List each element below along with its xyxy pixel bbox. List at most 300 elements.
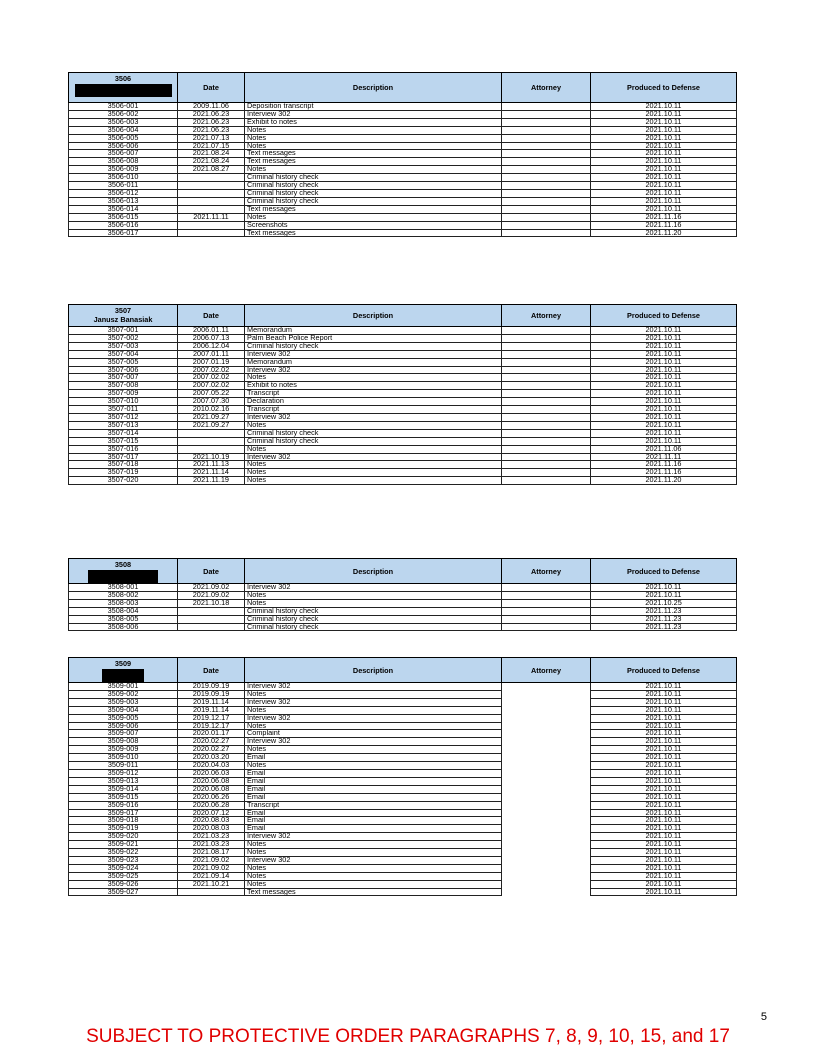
exhibit-attorney <box>502 382 591 390</box>
exhibit-produced-date: 2021.10.11 <box>591 825 737 833</box>
exhibit-produced-date: 2021.10.11 <box>591 849 737 857</box>
exhibit-number: 3509-025 <box>69 872 178 880</box>
exhibit-description: Criminal history check <box>245 189 502 197</box>
exhibit-date: 2021.11.13 <box>178 461 245 469</box>
exhibit-attorney <box>502 413 591 421</box>
exhibit-description: Interview 302 <box>245 738 502 746</box>
date-column-header: Date <box>178 658 245 683</box>
exhibit-description: Complaint <box>245 730 502 738</box>
exhibit-produced-date: 2021.10.11 <box>591 205 737 213</box>
exhibit-number: 3507-003 <box>69 342 178 350</box>
exhibit-number: 3507-004 <box>69 350 178 358</box>
table-row <box>69 690 737 698</box>
exhibit-date <box>178 445 245 453</box>
exhibit-date: 2021.03.23 <box>178 841 245 849</box>
exhibit-number: 3509-026 <box>69 880 178 888</box>
exhibit-date: 2020.06.08 <box>178 777 245 785</box>
exhibit-description: Notes <box>245 722 502 730</box>
produced-column-header: Produced to Defense <box>591 658 737 683</box>
protective-order-footer: SUBJECT TO PROTECTIVE ORDER PARAGRAPHS 7, 8, 9, 10, 15, and 17 <box>86 1026 730 1047</box>
exhibit-attorney <box>502 334 591 342</box>
redaction-bar <box>102 669 144 682</box>
exhibit-date <box>178 182 245 190</box>
exhibit-produced-date: 2021.10.11 <box>591 118 737 126</box>
exhibit-produced-date: 2021.10.11 <box>591 350 737 358</box>
exhibit-description: Declaration <box>245 398 502 406</box>
table-row <box>69 769 737 777</box>
exhibit-date: 2006.12.04 <box>178 342 245 350</box>
exhibit-produced-date: 2021.10.11 <box>591 182 737 190</box>
exhibit-produced-date: 2021.10.11 <box>591 390 737 398</box>
exhibit-description: Notes <box>245 461 502 469</box>
exhibit-attorney <box>502 769 591 777</box>
exhibit-description: Interview 302 <box>245 856 502 864</box>
exhibit-attorney <box>502 817 591 825</box>
exhibit-description: Interview 302 <box>245 698 502 706</box>
date-column-header: Date <box>178 559 245 584</box>
section-id: 3509 <box>114 659 132 668</box>
table-row <box>69 327 737 335</box>
attorney-column-header: Attorney <box>502 305 591 327</box>
exhibit-date: 2020.07.12 <box>178 809 245 817</box>
exhibit-date: 2021.07.13 <box>178 134 245 142</box>
table-row <box>69 849 737 857</box>
exhibit-date: 2019.11.14 <box>178 706 245 714</box>
exhibit-number: 3507-002 <box>69 334 178 342</box>
exhibit-date <box>178 888 245 896</box>
exhibit-number: 3507-014 <box>69 429 178 437</box>
exhibit-number: 3509-003 <box>69 698 178 706</box>
exhibit-date: 2021.11.19 <box>178 477 245 485</box>
exhibit-number: 3507-013 <box>69 421 178 429</box>
table-row <box>69 150 737 158</box>
table-row <box>69 382 737 390</box>
exhibit-table-3508 <box>68 558 737 631</box>
exhibit-date: 2021.08.24 <box>178 158 245 166</box>
exhibit-attorney <box>502 374 591 382</box>
exhibit-number: 3507-011 <box>69 406 178 414</box>
section-id: 3507 <box>114 306 132 315</box>
exhibit-description: Interview 302 <box>245 453 502 461</box>
table-row <box>69 825 737 833</box>
table-row <box>69 888 737 896</box>
exhibit-produced-date: 2021.10.11 <box>591 334 737 342</box>
exhibit-number: 3506-005 <box>69 134 178 142</box>
exhibit-date <box>178 229 245 237</box>
exhibit-date: 2021.09.14 <box>178 872 245 880</box>
exhibit-produced-date: 2021.11.20 <box>591 477 737 485</box>
exhibit-description: Email <box>245 754 502 762</box>
table-row <box>69 754 737 762</box>
exhibit-produced-date: 2021.10.11 <box>591 374 737 382</box>
exhibit-number: 3509-023 <box>69 856 178 864</box>
exhibit-produced-date: 2021.10.11 <box>591 142 737 150</box>
exhibit-attorney <box>502 327 591 335</box>
exhibit-description: Notes <box>245 591 502 599</box>
exhibit-produced-date: 2021.10.11 <box>591 769 737 777</box>
exhibit-attorney <box>502 205 591 213</box>
exhibit-date <box>178 221 245 229</box>
exhibit-produced-date: 2021.10.11 <box>591 738 737 746</box>
exhibit-attorney <box>502 229 591 237</box>
section-name: Janusz Banasiak <box>93 315 153 324</box>
exhibit-attorney <box>502 623 591 631</box>
table-row <box>69 413 737 421</box>
exhibit-attorney <box>502 706 591 714</box>
table-row <box>69 182 737 190</box>
exhibit-date: 2021.08.27 <box>178 166 245 174</box>
exhibit-date: 2020.08.03 <box>178 817 245 825</box>
exhibit-attorney <box>502 461 591 469</box>
exhibit-produced-date: 2021.10.11 <box>591 746 737 754</box>
exhibit-description: Notes <box>245 142 502 150</box>
exhibit-date: 2021.06.23 <box>178 126 245 134</box>
exhibit-date: 2019.09.19 <box>178 690 245 698</box>
exhibit-produced-date: 2021.10.11 <box>591 714 737 722</box>
exhibit-produced-date: 2021.10.11 <box>591 690 737 698</box>
exhibit-number: 3509-009 <box>69 746 178 754</box>
exhibit-description: Email <box>245 809 502 817</box>
exhibit-number: 3509-008 <box>69 738 178 746</box>
exhibit-attorney <box>502 406 591 414</box>
exhibit-attorney <box>502 591 591 599</box>
exhibit-number: 3506-001 <box>69 103 178 111</box>
exhibit-table-3509 <box>68 657 737 896</box>
section-id: 3508 <box>114 560 132 569</box>
exhibit-date: 2009.11.06 <box>178 103 245 111</box>
exhibit-attorney <box>502 118 591 126</box>
exhibit-attorney <box>502 429 591 437</box>
table-row <box>69 445 737 453</box>
table-row <box>69 461 737 469</box>
exhibit-number: 3506-014 <box>69 205 178 213</box>
exhibit-attorney <box>502 872 591 880</box>
table-row <box>69 872 737 880</box>
table-row <box>69 134 737 142</box>
exhibit-number: 3509-021 <box>69 841 178 849</box>
exhibit-attorney <box>502 342 591 350</box>
exhibit-date: 2021.08.17 <box>178 849 245 857</box>
exhibit-description: Transcript <box>245 801 502 809</box>
exhibit-date: 2021.10.19 <box>178 453 245 461</box>
exhibit-produced-date: 2021.10.11 <box>591 880 737 888</box>
table-row <box>69 785 737 793</box>
exhibit-number: 3509-016 <box>69 801 178 809</box>
exhibit-attorney <box>502 793 591 801</box>
table-row <box>69 406 737 414</box>
exhibit-description: Email <box>245 817 502 825</box>
exhibit-description: Notes <box>245 706 502 714</box>
exhibit-date: 2019.09.19 <box>178 683 245 691</box>
exhibit-description: Memorandum <box>245 327 502 335</box>
exhibit-date: 2021.03.23 <box>178 833 245 841</box>
exhibit-date: 2020.06.03 <box>178 769 245 777</box>
exhibit-description: Notes <box>245 690 502 698</box>
table-row <box>69 615 737 623</box>
exhibit-date: 2021.09.02 <box>178 864 245 872</box>
exhibit-description: Criminal history check <box>245 607 502 615</box>
produced-column-header: Produced to Defense <box>591 305 737 327</box>
exhibit-produced-date: 2021.10.11 <box>591 683 737 691</box>
exhibit-number: 3506-017 <box>69 229 178 237</box>
date-column-header: Date <box>178 305 245 327</box>
exhibit-attorney <box>502 477 591 485</box>
exhibit-number: 3509-020 <box>69 833 178 841</box>
exhibit-number: 3507-019 <box>69 469 178 477</box>
exhibit-number: 3509-018 <box>69 817 178 825</box>
exhibit-attorney <box>502 469 591 477</box>
exhibit-description: Exhibit to notes <box>245 382 502 390</box>
produced-column-header: Produced to Defense <box>591 559 737 584</box>
exhibit-date: 2021.08.24 <box>178 150 245 158</box>
table-row <box>69 477 737 485</box>
exhibit-attorney <box>502 762 591 770</box>
exhibit-produced-date: 2021.10.11 <box>591 421 737 429</box>
table-row <box>69 174 737 182</box>
exhibit-produced-date: 2021.10.11 <box>591 864 737 872</box>
exhibit-number: 3506-002 <box>69 110 178 118</box>
attorney-column-header: Attorney <box>502 559 591 584</box>
exhibit-attorney <box>502 221 591 229</box>
exhibit-attorney <box>502 888 591 896</box>
exhibit-attorney <box>502 174 591 182</box>
section-header <box>69 559 178 584</box>
table-row <box>69 342 737 350</box>
exhibit-description: Interview 302 <box>245 714 502 722</box>
table-row <box>69 229 737 237</box>
exhibit-date <box>178 607 245 615</box>
exhibit-attorney <box>502 142 591 150</box>
exhibit-date: 2020.06.28 <box>178 801 245 809</box>
exhibit-attorney <box>502 103 591 111</box>
table-row <box>69 350 737 358</box>
table-row <box>69 110 737 118</box>
exhibit-produced-date: 2021.10.11 <box>591 189 737 197</box>
exhibit-description: Transcript <box>245 390 502 398</box>
exhibit-date: 2020.06.26 <box>178 793 245 801</box>
table-row <box>69 864 737 872</box>
table-row <box>69 390 737 398</box>
table-row <box>69 103 737 111</box>
table-row <box>69 142 737 150</box>
exhibit-description: Email <box>245 825 502 833</box>
table-row <box>69 793 737 801</box>
table-row <box>69 358 737 366</box>
exhibit-number: 3506-006 <box>69 142 178 150</box>
exhibit-date: 2021.09.27 <box>178 413 245 421</box>
exhibit-produced-date: 2021.11.16 <box>591 213 737 221</box>
attorney-column-header: Attorney <box>502 658 591 683</box>
exhibit-produced-date: 2021.10.11 <box>591 366 737 374</box>
exhibit-number: 3508-002 <box>69 591 178 599</box>
exhibit-date <box>178 623 245 631</box>
exhibit-date: 2019.11.14 <box>178 698 245 706</box>
exhibit-number: 3507-017 <box>69 453 178 461</box>
description-column-header: Description <box>245 73 502 103</box>
exhibit-description: Exhibit to notes <box>245 118 502 126</box>
exhibit-produced-date: 2021.10.11 <box>591 584 737 592</box>
exhibit-description: Notes <box>245 469 502 477</box>
table-row <box>69 698 737 706</box>
exhibit-attorney <box>502 607 591 615</box>
exhibit-number: 3507-008 <box>69 382 178 390</box>
exhibit-date: 2021.09.02 <box>178 584 245 592</box>
exhibit-description: Notes <box>245 746 502 754</box>
exhibit-attorney <box>502 730 591 738</box>
exhibit-date <box>178 205 245 213</box>
exhibit-date: 2019.12.17 <box>178 722 245 730</box>
exhibit-attorney <box>502 584 591 592</box>
exhibit-number: 3507-010 <box>69 398 178 406</box>
exhibit-attorney <box>502 126 591 134</box>
table-row <box>69 166 737 174</box>
exhibit-description: Email <box>245 793 502 801</box>
exhibit-description: Criminal history check <box>245 174 502 182</box>
exhibit-produced-date: 2021.10.11 <box>591 166 737 174</box>
exhibit-description: Interview 302 <box>245 350 502 358</box>
exhibit-description: Criminal history check <box>245 182 502 190</box>
table-row <box>69 730 737 738</box>
exhibit-attorney <box>502 785 591 793</box>
exhibit-date: 2007.02.02 <box>178 366 245 374</box>
exhibit-date <box>178 174 245 182</box>
table-row <box>69 801 737 809</box>
exhibit-description: Interview 302 <box>245 366 502 374</box>
exhibit-description: Text messages <box>245 888 502 896</box>
exhibit-number: 3507-015 <box>69 437 178 445</box>
exhibit-attorney <box>502 453 591 461</box>
exhibit-produced-date: 2021.10.25 <box>591 599 737 607</box>
exhibit-date: 2020.03.20 <box>178 754 245 762</box>
exhibit-number: 3507-012 <box>69 413 178 421</box>
exhibit-produced-date: 2021.11.16 <box>591 469 737 477</box>
exhibit-attorney <box>502 134 591 142</box>
exhibit-produced-date: 2021.10.11 <box>591 706 737 714</box>
exhibit-produced-date: 2021.10.11 <box>591 809 737 817</box>
exhibit-produced-date: 2021.10.11 <box>591 327 737 335</box>
table-row <box>69 738 737 746</box>
exhibit-number: 3509-006 <box>69 722 178 730</box>
table-row <box>69 833 737 841</box>
exhibit-produced-date: 2021.11.23 <box>591 623 737 631</box>
table-row <box>69 777 737 785</box>
exhibit-number: 3509-012 <box>69 769 178 777</box>
exhibit-description: Transcript <box>245 406 502 414</box>
exhibit-date: 2020.02.27 <box>178 746 245 754</box>
exhibit-description: Text messages <box>245 229 502 237</box>
exhibit-attorney <box>502 738 591 746</box>
exhibit-date: 2007.02.02 <box>178 382 245 390</box>
exhibit-produced-date: 2021.10.11 <box>591 174 737 182</box>
exhibit-attorney <box>502 698 591 706</box>
exhibit-number: 3507-020 <box>69 477 178 485</box>
exhibit-attorney <box>502 350 591 358</box>
exhibit-number: 3506-011 <box>69 182 178 190</box>
table-row <box>69 429 737 437</box>
table-row <box>69 213 737 221</box>
table-row <box>69 841 737 849</box>
exhibit-attorney <box>502 746 591 754</box>
exhibit-produced-date: 2021.10.11 <box>591 591 737 599</box>
section-header <box>69 658 178 683</box>
exhibit-attorney <box>502 841 591 849</box>
exhibit-description: Notes <box>245 134 502 142</box>
exhibit-description: Interview 302 <box>245 683 502 691</box>
exhibit-description: Notes <box>245 445 502 453</box>
exhibit-description: Criminal history check <box>245 197 502 205</box>
exhibit-date: 2006.01.11 <box>178 327 245 335</box>
exhibit-produced-date: 2021.10.11 <box>591 762 737 770</box>
exhibit-attorney <box>502 849 591 857</box>
exhibit-date: 2021.06.23 <box>178 110 245 118</box>
exhibit-description: Notes <box>245 213 502 221</box>
exhibit-produced-date: 2021.10.11 <box>591 197 737 205</box>
exhibit-number: 3506-004 <box>69 126 178 134</box>
table-row <box>69 398 737 406</box>
table-row <box>69 453 737 461</box>
exhibit-description: Email <box>245 785 502 793</box>
exhibit-description: Interview 302 <box>245 413 502 421</box>
description-column-header: Description <box>245 305 502 327</box>
exhibit-attorney <box>502 213 591 221</box>
exhibit-attorney <box>502 390 591 398</box>
redaction-bar <box>88 570 158 583</box>
exhibit-number: 3509-015 <box>69 793 178 801</box>
exhibit-date: 2021.09.27 <box>178 421 245 429</box>
exhibit-produced-date: 2021.10.11 <box>591 158 737 166</box>
exhibit-description: Interview 302 <box>245 584 502 592</box>
exhibit-produced-date: 2021.10.11 <box>591 754 737 762</box>
table-row <box>69 809 737 817</box>
exhibit-date: 2021.10.18 <box>178 599 245 607</box>
exhibit-produced-date: 2021.10.11 <box>591 342 737 350</box>
exhibit-number: 3509-010 <box>69 754 178 762</box>
exhibit-date <box>178 429 245 437</box>
produced-column-header: Produced to Defense <box>591 73 737 103</box>
exhibit-description: Criminal history check <box>245 342 502 350</box>
table-row <box>69 683 737 691</box>
exhibit-attorney <box>502 722 591 730</box>
exhibit-attorney <box>502 189 591 197</box>
exhibit-description: Notes <box>245 477 502 485</box>
exhibit-attorney <box>502 166 591 174</box>
exhibit-description: Interview 302 <box>245 833 502 841</box>
section-header <box>69 305 178 327</box>
exhibit-attorney <box>502 150 591 158</box>
exhibit-attorney <box>502 801 591 809</box>
table-row <box>69 762 737 770</box>
table-row <box>69 880 737 888</box>
table-row <box>69 221 737 229</box>
exhibit-produced-date: 2021.10.11 <box>591 722 737 730</box>
exhibit-date: 2007.02.02 <box>178 374 245 382</box>
description-column-header: Description <box>245 658 502 683</box>
exhibit-produced-date: 2021.10.11 <box>591 888 737 896</box>
exhibit-description: Criminal history check <box>245 437 502 445</box>
exhibit-description: Memorandum <box>245 358 502 366</box>
exhibit-attorney <box>502 182 591 190</box>
page-number: 5 <box>760 1011 767 1023</box>
exhibit-attorney <box>502 421 591 429</box>
exhibit-number: 3509-002 <box>69 690 178 698</box>
exhibit-description: Palm Beach Police Report <box>245 334 502 342</box>
exhibit-produced-date: 2021.10.11 <box>591 150 737 158</box>
table-row <box>69 607 737 615</box>
exhibit-number: 3509-004 <box>69 706 178 714</box>
exhibit-number: 3506-007 <box>69 150 178 158</box>
exhibit-number: 3507-006 <box>69 366 178 374</box>
exhibit-produced-date: 2021.10.11 <box>591 817 737 825</box>
